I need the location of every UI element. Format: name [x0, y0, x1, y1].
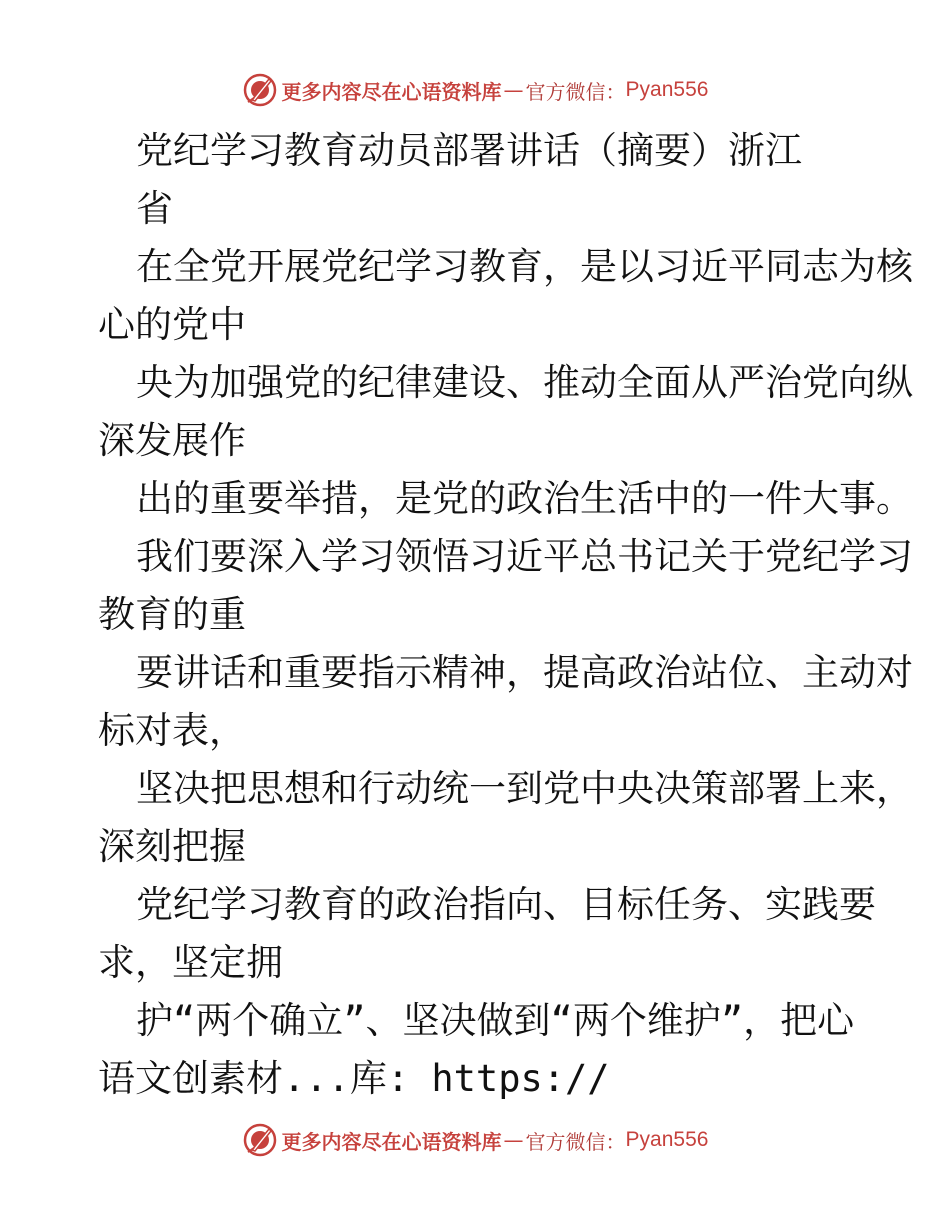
- paragraph-line: 要讲话和重要指示精神，提高政治站位、主动对: [136, 651, 913, 694]
- banner-wechat-label: 官方微信：: [525, 1129, 626, 1154]
- paragraph-line: 心的党中: [98, 303, 246, 346]
- banner-wechat-id: Pyan556: [625, 78, 709, 101]
- banner-main-text: 更多内容尽在心语资料库: [281, 79, 502, 104]
- header-banner: [0, 70, 950, 110]
- paragraph-line: 教育的重: [98, 593, 246, 636]
- paragraph-line: 央为加强党的纪律建设、推动全面从严治党向纵: [136, 361, 913, 404]
- banner-wechat-label: 官方微信：: [525, 79, 626, 104]
- paragraph-line: 出的重要举措，是党的政治生活中的一件大事。: [136, 477, 913, 520]
- quill-seal-icon: [242, 72, 278, 108]
- document-title-line: 党纪学习教育动员部署讲话（摘要）浙江: [136, 129, 802, 172]
- paragraph-line: 护“两个确立”、坚决做到“两个维护”，把心: [136, 999, 855, 1042]
- paragraph-line: 在全党开展党纪学习教育，是以习近平同志为核: [136, 245, 913, 288]
- banner-main-text: 更多内容尽在心语资料库: [281, 1129, 502, 1154]
- banner-dash: —: [503, 1128, 524, 1152]
- quill-seal-icon: [242, 1122, 278, 1158]
- paragraph-line: 坚决把思想和行动统一到党中央决策部署上来，: [136, 767, 913, 810]
- document-title-line: 省: [136, 187, 173, 230]
- banner-dash: —: [503, 78, 524, 102]
- paragraph-line: 语文创素材...库: https://: [98, 1057, 610, 1100]
- paragraph-line: 党纪学习教育的政治指向、目标任务、实践要: [136, 883, 876, 926]
- paragraph-line: 求，坚定拥: [98, 941, 283, 984]
- banner-wechat-id: Pyan556: [625, 1128, 709, 1151]
- paragraph-line: 我们要深入学习领悟习近平总书记关于党纪学习: [136, 535, 913, 578]
- footer-banner: [0, 1120, 950, 1160]
- paragraph-line: 深发展作: [98, 419, 246, 462]
- document-body: [98, 122, 913, 1108]
- paragraph-line: 标对表，: [98, 709, 246, 752]
- paragraph-line: 深刻把握: [98, 825, 246, 868]
